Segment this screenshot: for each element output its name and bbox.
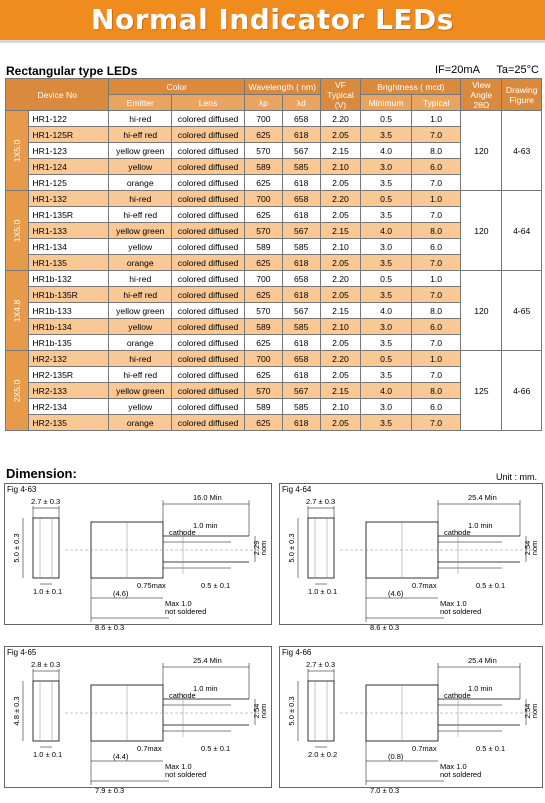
side-height-dimension: 4.8 ± 0.3 xyxy=(12,696,21,726)
side-base-dimension: 1.0 ± 0.1 xyxy=(33,750,63,759)
cell-device: HR1-122 xyxy=(29,111,109,127)
cell-ld: 567 xyxy=(282,383,320,399)
cell-emitter: hi-eff red xyxy=(109,127,172,143)
cell-device: HR1-134 xyxy=(29,239,109,255)
cell-ld: 585 xyxy=(282,159,320,175)
cell-min: 0.5 xyxy=(361,191,412,207)
cell-lp: 570 xyxy=(245,223,283,239)
lead-length-dimension: 25.4 Min xyxy=(468,656,497,665)
cell-typ: 1.0 xyxy=(411,191,461,207)
lead-width-dimension: 0.5 ± 0.1 xyxy=(476,581,506,590)
side-width-dimension: 2.7 ± 0.3 xyxy=(31,497,61,506)
cell-lens: colored diffused xyxy=(172,335,245,351)
col-typ: Typical xyxy=(411,95,461,111)
cell-min: 3.5 xyxy=(361,175,412,191)
page-title: Normal Indicator LEDs xyxy=(91,3,454,36)
side-view-body xyxy=(33,681,59,741)
body-length-dimension: 7.9 ± 0.3 xyxy=(95,786,125,795)
cell-typ: 6.0 xyxy=(411,159,461,175)
cell-vf: 2.05 xyxy=(320,207,361,223)
cell-ld: 618 xyxy=(282,127,320,143)
pitch-dimension: 2.54 xyxy=(252,703,261,719)
cell-lp: 570 xyxy=(245,303,283,319)
cell-vf: 2.20 xyxy=(320,191,361,207)
cell-lp: 625 xyxy=(245,367,283,383)
col-min: Minimum xyxy=(361,95,412,111)
cell-emitter: yellow xyxy=(109,159,172,175)
cell-emitter: yellow green xyxy=(109,143,172,159)
table-row xyxy=(6,351,542,367)
side-height-dimension: 5.0 ± 0.3 xyxy=(287,696,296,726)
col-vf: VF Typical (V) xyxy=(320,79,361,111)
wire-dimension: 0.7max xyxy=(137,744,162,753)
offset-dimension: (4.4) xyxy=(113,752,129,761)
cell-typ: 7.0 xyxy=(411,255,461,271)
cell-ld: 618 xyxy=(282,335,320,351)
cell-min: 3.5 xyxy=(361,207,412,223)
title-banner xyxy=(0,0,545,43)
cell-device: HR1b-135 xyxy=(29,335,109,351)
cell-device: HR1b-134 xyxy=(29,319,109,335)
cell-typ: 8.0 xyxy=(411,143,461,159)
cell-vf: 2.15 xyxy=(320,223,361,239)
col-ld: λd xyxy=(282,95,320,111)
cell-vf: 2.10 xyxy=(320,159,361,175)
cell-device: HR1-125 xyxy=(29,175,109,191)
cell-emitter: hi-red xyxy=(109,271,172,287)
table-row xyxy=(6,271,542,287)
cell-lp: 589 xyxy=(245,239,283,255)
side-view-body xyxy=(308,518,334,578)
cell-lp: 700 xyxy=(245,191,283,207)
col-brightness: Brightness ( mcd) xyxy=(361,79,461,95)
table-row xyxy=(6,191,542,207)
cell-lens: colored diffused xyxy=(172,303,245,319)
cell-typ: 8.0 xyxy=(411,303,461,319)
cell-ld: 658 xyxy=(282,271,320,287)
cell-min: 3.0 xyxy=(361,239,412,255)
cell-typ: 1.0 xyxy=(411,351,461,367)
cell-device: HR1-125R xyxy=(29,127,109,143)
cell-min: 4.0 xyxy=(361,143,412,159)
wire-dimension: 0.7max xyxy=(412,744,437,753)
offset-dimension: (4.6) xyxy=(388,589,404,598)
spec-table xyxy=(5,78,542,431)
cell-typ: 7.0 xyxy=(411,175,461,191)
figure-4-66 xyxy=(279,646,543,795)
current-condition: IF=20mA xyxy=(434,64,480,76)
wire-dimension: 0.7max xyxy=(412,581,437,590)
cell-lens: colored diffused xyxy=(172,207,245,223)
cell-min: 3.5 xyxy=(361,335,412,351)
lead-length-dimension: 25.4 Min xyxy=(193,656,222,665)
cell-ld: 618 xyxy=(282,175,320,191)
cell-typ: 7.0 xyxy=(411,127,461,143)
cell-typ: 8.0 xyxy=(411,223,461,239)
cell-lens: colored diffused xyxy=(172,159,245,175)
cell-lens: colored diffused xyxy=(172,239,245,255)
cell-lp: 700 xyxy=(245,111,283,127)
cell-lp: 700 xyxy=(245,351,283,367)
cell-lp: 625 xyxy=(245,175,283,191)
cell-min: 3.5 xyxy=(361,127,412,143)
max-solder-label: Max 1.0 xyxy=(440,762,467,771)
cell-emitter: yellow xyxy=(109,399,172,415)
cell-ld: 567 xyxy=(282,223,320,239)
cell-lens: colored diffused xyxy=(172,111,245,127)
not-soldered-label: not soldered xyxy=(440,770,482,779)
cell-typ: 7.0 xyxy=(411,287,461,303)
cell-lp: 625 xyxy=(245,415,283,431)
dimension-title: Dimension: xyxy=(6,466,77,481)
cell-figure: 4-63 xyxy=(502,111,542,191)
cell-lp: 625 xyxy=(245,335,283,351)
cell-lp: 625 xyxy=(245,255,283,271)
body-length-dimension: 8.6 ± 0.3 xyxy=(95,623,125,632)
figure-label: Fig 4-66 xyxy=(282,648,312,657)
cell-lp: 570 xyxy=(245,383,283,399)
cell-device: HR1-132 xyxy=(29,191,109,207)
cell-ld: 618 xyxy=(282,415,320,431)
cell-emitter: hi-red xyxy=(109,351,172,367)
cell-lens: colored diffused xyxy=(172,223,245,239)
cell-typ: 7.0 xyxy=(411,207,461,223)
temperature-condition: Ta=25°C xyxy=(496,64,539,76)
side-base-dimension: 1.0 ± 0.1 xyxy=(308,587,338,596)
cell-min: 4.0 xyxy=(361,383,412,399)
cell-vf: 2.10 xyxy=(320,399,361,415)
cell-vf: 2.05 xyxy=(320,335,361,351)
cell-vf: 2.05 xyxy=(320,127,361,143)
cell-lens: colored diffused xyxy=(172,367,245,383)
cell-figure: 4-65 xyxy=(502,271,542,351)
group-size-label: 1X5.0 xyxy=(6,111,29,191)
cell-min: 4.0 xyxy=(361,303,412,319)
cell-device: HR1-124 xyxy=(29,159,109,175)
dimension-drawing xyxy=(280,647,542,795)
cathode-label: cathode xyxy=(169,528,196,537)
wire-dimension: 0.75max xyxy=(137,581,166,590)
not-soldered-label: not soldered xyxy=(165,770,207,779)
cell-ld: 658 xyxy=(282,351,320,367)
min-lead-dimension: 1.0 min xyxy=(193,684,218,693)
cell-device: HR2-134 xyxy=(29,399,109,415)
figure-4-63 xyxy=(4,483,272,632)
dimension-drawing xyxy=(5,647,271,795)
cell-device: HR1-135R xyxy=(29,207,109,223)
cell-lens: colored diffused xyxy=(172,143,245,159)
side-width-dimension: 2.8 ± 0.3 xyxy=(31,660,61,669)
cell-vf: 2.10 xyxy=(320,239,361,255)
cell-lens: colored diffused xyxy=(172,127,245,143)
cell-device: HR2-133 xyxy=(29,383,109,399)
cell-emitter: yellow green xyxy=(109,303,172,319)
cell-lp: 700 xyxy=(245,271,283,287)
cell-view-angle: 120 xyxy=(461,191,502,271)
side-height-dimension: 5.0 ± 0.3 xyxy=(12,533,21,563)
group-size-label: 2X5.0 xyxy=(6,351,29,431)
cell-lp: 589 xyxy=(245,159,283,175)
cell-lens: colored diffused xyxy=(172,191,245,207)
cell-typ: 6.0 xyxy=(411,239,461,255)
cell-ld: 618 xyxy=(282,287,320,303)
pitch-dimension: 2.54 xyxy=(523,703,532,719)
cell-emitter: hi-eff red xyxy=(109,287,172,303)
cell-typ: 7.0 xyxy=(411,415,461,431)
side-height-dimension: 5.0 ± 0.3 xyxy=(287,533,296,563)
lead-length-dimension: 25.4 Min xyxy=(468,493,497,502)
test-conditions xyxy=(421,64,539,76)
body-length-dimension: 7.0 ± 0.3 xyxy=(370,786,400,795)
body-length-dimension: 8.6 ± 0.3 xyxy=(370,623,400,632)
cell-vf: 2.15 xyxy=(320,303,361,319)
cell-vf: 2.10 xyxy=(320,319,361,335)
cathode-label: cathode xyxy=(444,691,471,700)
cell-view-angle: 120 xyxy=(461,271,502,351)
side-width-dimension: 2.7 ± 0.3 xyxy=(306,497,336,506)
cell-typ: 1.0 xyxy=(411,271,461,287)
offset-dimension: (0.8) xyxy=(388,752,404,761)
cell-typ: 8.0 xyxy=(411,383,461,399)
cell-lp: 589 xyxy=(245,319,283,335)
cell-min: 0.5 xyxy=(361,271,412,287)
cell-ld: 585 xyxy=(282,399,320,415)
cell-min: 3.5 xyxy=(361,415,412,431)
col-color: Color xyxy=(109,79,245,95)
cell-min: 0.5 xyxy=(361,111,412,127)
figure-label: Fig 4-64 xyxy=(282,485,312,494)
cell-min: 3.5 xyxy=(361,287,412,303)
cell-figure: 4-66 xyxy=(502,351,542,431)
max-solder-label: Max 1.0 xyxy=(165,599,192,608)
cell-lens: colored diffused xyxy=(172,399,245,415)
cell-lp: 589 xyxy=(245,399,283,415)
cell-device: HR1b-135R xyxy=(29,287,109,303)
cell-lens: colored diffused xyxy=(172,351,245,367)
unit-label: Unit : mm. xyxy=(495,472,537,482)
cell-emitter: yellow green xyxy=(109,223,172,239)
cell-vf: 2.20 xyxy=(320,351,361,367)
col-device: Device No xyxy=(6,79,109,111)
cell-vf: 2.20 xyxy=(320,111,361,127)
cell-typ: 7.0 xyxy=(411,335,461,351)
cell-min: 3.0 xyxy=(361,159,412,175)
cell-min: 3.5 xyxy=(361,367,412,383)
cell-figure: 4-64 xyxy=(502,191,542,271)
col-lens: Lens xyxy=(172,95,245,111)
cell-ld: 618 xyxy=(282,367,320,383)
pitch-nominal-label: nom xyxy=(530,703,539,719)
figure-label: Fig 4-63 xyxy=(7,485,37,494)
cell-view-angle: 125 xyxy=(461,351,502,431)
cell-lens: colored diffused xyxy=(172,287,245,303)
pitch-nominal-label: nom xyxy=(259,540,268,556)
cell-vf: 2.05 xyxy=(320,367,361,383)
cell-emitter: orange xyxy=(109,175,172,191)
max-solder-label: Max 1.0 xyxy=(165,762,192,771)
cell-emitter: orange xyxy=(109,415,172,431)
min-lead-dimension: 1.0 min xyxy=(468,521,493,530)
cell-typ: 1.0 xyxy=(411,111,461,127)
side-width-dimension: 2.7 ± 0.3 xyxy=(306,660,336,669)
cell-lens: colored diffused xyxy=(172,319,245,335)
cell-emitter: orange xyxy=(109,335,172,351)
not-soldered-label: not soldered xyxy=(440,607,482,616)
col-wavelength: Wavelength ( nm) xyxy=(245,79,321,95)
cell-min: 4.0 xyxy=(361,223,412,239)
cell-vf: 2.05 xyxy=(320,255,361,271)
figure-4-64 xyxy=(279,483,543,632)
cell-device: HR1-135 xyxy=(29,255,109,271)
cell-device: HR1-123 xyxy=(29,143,109,159)
cell-device: HR1b-132 xyxy=(29,271,109,287)
col-lp: λp xyxy=(245,95,283,111)
cell-lp: 625 xyxy=(245,287,283,303)
min-lead-dimension: 1.0 min xyxy=(193,521,218,530)
cell-lens: colored diffused xyxy=(172,271,245,287)
cathode-label: cathode xyxy=(444,528,471,537)
dimension-drawing xyxy=(5,484,271,632)
cell-lens: colored diffused xyxy=(172,383,245,399)
side-base-dimension: 1.0 ± 0.1 xyxy=(33,587,63,596)
min-lead-dimension: 1.0 min xyxy=(468,684,493,693)
cell-ld: 618 xyxy=(282,255,320,271)
cell-device: HR2-135R xyxy=(29,367,109,383)
cell-ld: 658 xyxy=(282,191,320,207)
cell-ld: 658 xyxy=(282,111,320,127)
cell-emitter: orange xyxy=(109,255,172,271)
cell-lens: colored diffused xyxy=(172,255,245,271)
cell-view-angle: 120 xyxy=(461,111,502,191)
pitch-dimension: 2.29 xyxy=(252,540,261,556)
side-base-dimension: 2.0 ± 0.2 xyxy=(308,750,338,759)
cell-lens: colored diffused xyxy=(172,175,245,191)
pitch-nominal-label: nom xyxy=(530,540,539,556)
cell-lp: 625 xyxy=(245,207,283,223)
cell-ld: 585 xyxy=(282,239,320,255)
cell-emitter: hi-eff red xyxy=(109,207,172,223)
cell-ld: 567 xyxy=(282,303,320,319)
lead-length-dimension: 16.0 Min xyxy=(193,493,222,502)
cell-emitter: yellow xyxy=(109,239,172,255)
cell-emitter: hi-red xyxy=(109,111,172,127)
cell-typ: 6.0 xyxy=(411,399,461,415)
cathode-label: cathode xyxy=(169,691,196,700)
cell-min: 0.5 xyxy=(361,351,412,367)
cell-vf: 2.15 xyxy=(320,143,361,159)
lead-width-dimension: 0.5 ± 0.1 xyxy=(201,744,231,753)
cell-device: HR2-135 xyxy=(29,415,109,431)
cell-min: 3.0 xyxy=(361,319,412,335)
pitch-nominal-label: nom xyxy=(259,703,268,719)
col-emitter: Emitter xyxy=(109,95,172,111)
col-view-angle: View Angle 2θΩ xyxy=(461,79,502,111)
figure-4-65 xyxy=(4,646,272,795)
table-row xyxy=(6,111,542,127)
cell-vf: 2.05 xyxy=(320,287,361,303)
cell-device: HR2-132 xyxy=(29,351,109,367)
offset-dimension: (4.6) xyxy=(113,589,129,598)
cell-ld: 567 xyxy=(282,143,320,159)
cell-ld: 618 xyxy=(282,207,320,223)
pitch-dimension: 2.54 xyxy=(523,540,532,556)
group-size-label: 1X5.0 xyxy=(6,191,29,271)
cell-device: HR1b-133 xyxy=(29,303,109,319)
cell-vf: 2.20 xyxy=(320,271,361,287)
cell-emitter: hi-red xyxy=(109,191,172,207)
col-drawing: Drawing Figure xyxy=(502,79,542,111)
lead-width-dimension: 0.5 ± 0.1 xyxy=(201,581,231,590)
cell-lp: 570 xyxy=(245,143,283,159)
not-soldered-label: not soldered xyxy=(165,607,207,616)
cell-lens: colored diffused xyxy=(172,415,245,431)
cell-vf: 2.15 xyxy=(320,383,361,399)
cell-lp: 625 xyxy=(245,127,283,143)
cell-min: 3.5 xyxy=(361,255,412,271)
cell-min: 3.0 xyxy=(361,399,412,415)
section-subtitle: Rectangular type LEDs xyxy=(6,64,138,78)
lead-width-dimension: 0.5 ± 0.1 xyxy=(476,744,506,753)
dimension-drawing xyxy=(280,484,542,632)
side-view-body xyxy=(308,681,334,741)
cell-emitter: yellow green xyxy=(109,383,172,399)
figure-label: Fig 4-65 xyxy=(7,648,37,657)
cell-emitter: yellow xyxy=(109,319,172,335)
cell-typ: 7.0 xyxy=(411,367,461,383)
group-size-label: 1X4.8 xyxy=(6,271,29,351)
cell-typ: 6.0 xyxy=(411,319,461,335)
side-view-body xyxy=(33,518,59,578)
cell-ld: 585 xyxy=(282,319,320,335)
cell-device: HR1-133 xyxy=(29,223,109,239)
cell-vf: 2.05 xyxy=(320,175,361,191)
cell-vf: 2.05 xyxy=(320,415,361,431)
max-solder-label: Max 1.0 xyxy=(440,599,467,608)
cell-emitter: hi-eff red xyxy=(109,367,172,383)
